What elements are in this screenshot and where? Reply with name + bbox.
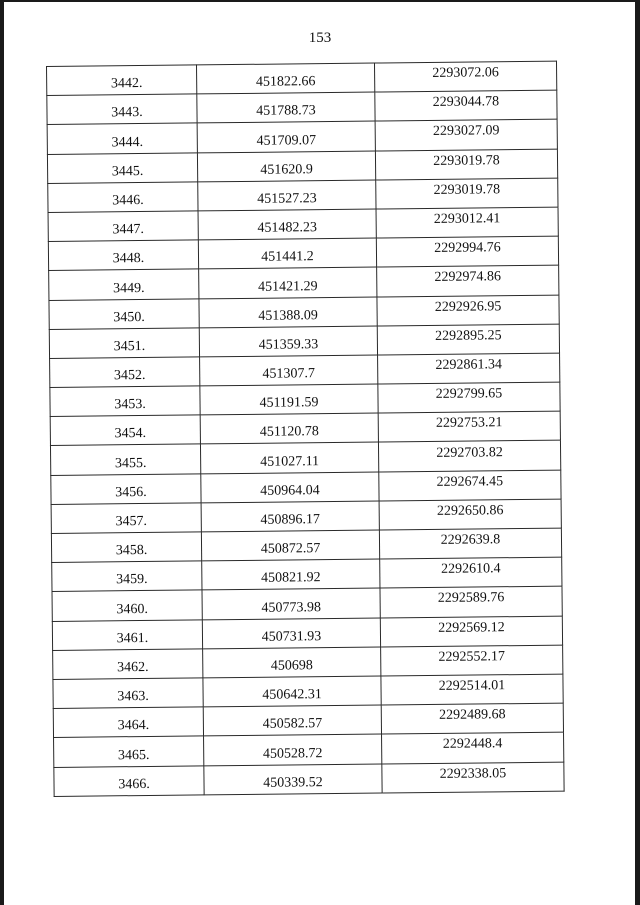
y-coordinate-cell: 2292994.76 — [376, 236, 558, 267]
x-coordinate-cell: 450731.93 — [202, 618, 380, 649]
x-coordinate-cell: 451027.11 — [200, 442, 378, 473]
x-coordinate-cell: 451527.23 — [198, 180, 376, 211]
point-number-cell: 3451. — [49, 328, 199, 359]
x-coordinate-cell: 451191.59 — [200, 384, 378, 415]
point-number-cell: 3448. — [48, 240, 198, 271]
y-coordinate-cell: 2293044.78 — [375, 90, 557, 121]
y-coordinate-cell: 2292589.76 — [380, 587, 562, 618]
x-coordinate-cell: 451620.9 — [197, 151, 375, 182]
y-coordinate-cell: 2292674.45 — [379, 470, 561, 501]
x-coordinate-cell: 450339.52 — [204, 764, 382, 795]
y-coordinate-cell: 2292639.8 — [379, 528, 561, 559]
x-coordinate-cell: 451421.29 — [199, 267, 377, 298]
x-coordinate-cell: 450821.92 — [202, 559, 380, 590]
y-coordinate-cell: 2292569.12 — [380, 616, 562, 647]
x-coordinate-cell: 450964.04 — [201, 472, 379, 503]
page-number: 153 — [308, 30, 332, 46]
coordinates-table-body — [47, 61, 565, 796]
point-number-cell: 3447. — [48, 211, 198, 242]
y-coordinate-cell: 2292552.17 — [381, 645, 563, 676]
x-coordinate-cell: 451388.09 — [199, 297, 377, 328]
x-coordinate-cell: 450872.57 — [201, 530, 379, 561]
point-number-cell: 3465. — [54, 736, 204, 767]
x-coordinate-cell: 450896.17 — [201, 501, 379, 532]
point-number-cell: 3459. — [52, 561, 202, 592]
point-number-cell: 3463. — [53, 678, 203, 709]
y-coordinate-cell: 2292861.34 — [378, 353, 560, 384]
point-number-cell: 3449. — [49, 269, 199, 300]
point-number-cell: 3458. — [51, 532, 201, 563]
y-coordinate-cell: 2293027.09 — [375, 120, 557, 151]
y-coordinate-cell: 2292703.82 — [378, 441, 560, 472]
point-number-cell: 3452. — [50, 357, 200, 388]
point-number-cell: 3453. — [50, 386, 200, 417]
x-coordinate-cell: 450582.57 — [203, 705, 381, 736]
point-number-cell: 3443. — [47, 94, 197, 125]
x-coordinate-cell: 450698 — [203, 647, 381, 678]
y-coordinate-cell: 2292610.4 — [380, 557, 562, 588]
y-coordinate-cell: 2292926.95 — [377, 295, 559, 326]
x-coordinate-cell: 451359.33 — [199, 326, 377, 357]
x-coordinate-cell: 451441.2 — [198, 238, 376, 269]
x-coordinate-cell: 451307.7 — [200, 355, 378, 386]
y-coordinate-cell: 2293019.78 — [375, 149, 557, 180]
y-coordinate-cell: 2292650.86 — [379, 499, 561, 530]
x-coordinate-cell: 451788.73 — [197, 92, 375, 123]
x-coordinate-cell: 451120.78 — [200, 413, 378, 444]
scan-border-left — [0, 0, 4, 905]
y-coordinate-cell: 2292514.01 — [381, 674, 563, 705]
y-coordinate-cell: 2292799.65 — [378, 382, 560, 413]
y-coordinate-cell: 2293019.78 — [376, 178, 558, 209]
y-coordinate-cell: 2292895.25 — [377, 324, 559, 355]
point-number-cell: 3444. — [47, 123, 197, 154]
point-number-cell: 3464. — [53, 707, 203, 738]
y-coordinate-cell: 2292489.68 — [381, 703, 563, 734]
table-row — [54, 762, 564, 797]
coordinates-table-container — [46, 61, 574, 797]
coordinates-table — [46, 61, 565, 797]
y-coordinate-cell: 2292974.86 — [377, 265, 559, 296]
x-coordinate-cell: 451822.66 — [196, 63, 374, 94]
x-coordinate-cell: 450773.98 — [202, 588, 380, 619]
point-number-cell: 3446. — [48, 182, 198, 213]
y-coordinate-cell: 2293012.41 — [376, 207, 558, 238]
x-coordinate-cell: 451709.07 — [197, 121, 375, 152]
y-coordinate-cell: 2292448.4 — [382, 732, 564, 763]
point-number-cell: 3450. — [49, 298, 199, 329]
scan-border-top — [0, 0, 640, 2]
point-number-cell: 3460. — [52, 590, 202, 621]
point-number-cell: 3466. — [54, 765, 204, 796]
point-number-cell: 3445. — [47, 152, 197, 183]
point-number-cell: 3442. — [47, 65, 197, 96]
x-coordinate-cell: 451482.23 — [198, 209, 376, 240]
point-number-cell: 3462. — [53, 649, 203, 680]
point-number-cell: 3454. — [50, 415, 200, 446]
x-coordinate-cell: 450528.72 — [204, 734, 382, 765]
point-number-cell: 3455. — [50, 444, 200, 475]
point-number-cell: 3461. — [52, 619, 202, 650]
y-coordinate-cell: 2292753.21 — [378, 411, 560, 442]
point-number-cell: 3457. — [51, 503, 201, 534]
point-number-cell: 3456. — [51, 474, 201, 505]
scan-border-right — [635, 0, 640, 905]
y-coordinate-cell: 2292338.05 — [382, 762, 564, 793]
y-coordinate-cell: 2293072.06 — [374, 61, 556, 92]
x-coordinate-cell: 450642.31 — [203, 676, 381, 707]
